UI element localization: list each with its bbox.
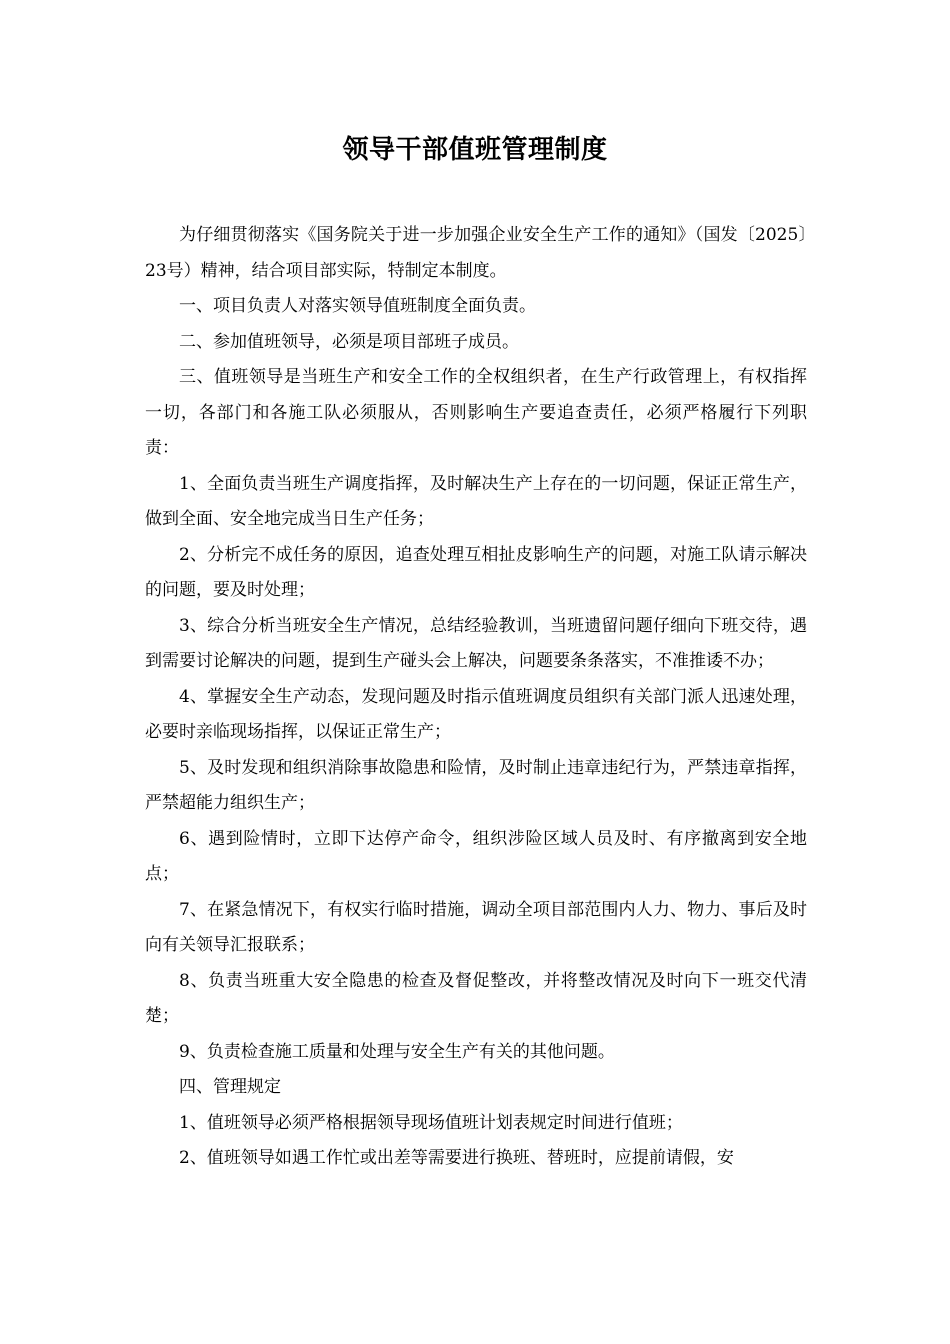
paragraph-duty-3: 3、综合分析当班安全生产情况，总结经验教训，当班遗留问题仔细向下班交待，遇到需要讨论解决的问题，提到生产碰头会上解决，问题要条条落实，不准推诿不办； <box>145 615 807 671</box>
paragraph-duty-2: 2、分析完不成任务的原因，追查处理互相扯皮影响生产的问题，对施工队请示解决的问题，要及时处理； <box>145 544 807 600</box>
paragraph-duty-5: 5、及时发现和组织消除事故隐患和险情，及时制止违章违纪行为，严禁违章指挥，严禁超能力组织生产； <box>145 757 807 813</box>
paragraph-duty-6: 6、遇到险情时，立即下达停产命令，组织涉险区域人员及时、有序撤离到安全地点； <box>145 828 807 884</box>
paragraph-duty-9: 9、负责检查施工质量和处理与安全生产有关的其他问题。 <box>179 1041 615 1062</box>
paragraph-section-3: 三、值班领导是当班生产和安全工作的全权组织者，在生产行政管理上，有权指挥一切，各部门和各施工队必须服从，否则影响生产要追查责任，必须严格履行下列职责： <box>145 367 807 458</box>
paragraph-intro: 为仔细贯彻落实《国务院关于进一步加强企业安全生产工作的通知》（国发〔2025〕23号）精神，结合项目部实际，特制定本制度。 <box>145 225 807 281</box>
document-title: 领导干部值班管理制度 <box>342 135 608 165</box>
paragraph-section-1: 一、项目负责人对落实领导值班制度全面负责。 <box>179 296 536 316</box>
paragraph-duty-8: 8、负责当班重大安全隐患的检查及督促整改，并将整改情况及时向下一班交代清楚； <box>145 970 807 1026</box>
paragraph-rule-1: 1、值班领导必须严格根据领导现场值班计划表规定时间进行值班； <box>179 1112 683 1133</box>
paragraph-rule-2: 2、值班领导如遇工作忙或出差等需要进行换班、替班时，应提前请假，安 <box>179 1148 734 1168</box>
paragraph-section-4: 四、管理规定 <box>179 1077 281 1097</box>
paragraph-duty-4: 4、掌握安全生产动态，发现问题及时指示值班调度员组织有关部门派人迅速处理，必要时亲临现场指挥，以保证正常生产； <box>145 686 807 742</box>
document-body <box>145 218 807 1177</box>
paragraph-section-2: 二、参加值班领导，必须是项目部班子成员。 <box>179 331 519 352</box>
paragraph-duty-1: 1、全面负责当班生产调度指挥，及时解决生产上存在的一切问题，保证正常生产，做到全面、安全地完成当日生产任务； <box>145 473 807 529</box>
paragraph-duty-7: 7、在紧急情况下，有权实行临时措施，调动全项目部范围内人力、物力、事后及时向有关领导汇报联系； <box>145 899 807 955</box>
